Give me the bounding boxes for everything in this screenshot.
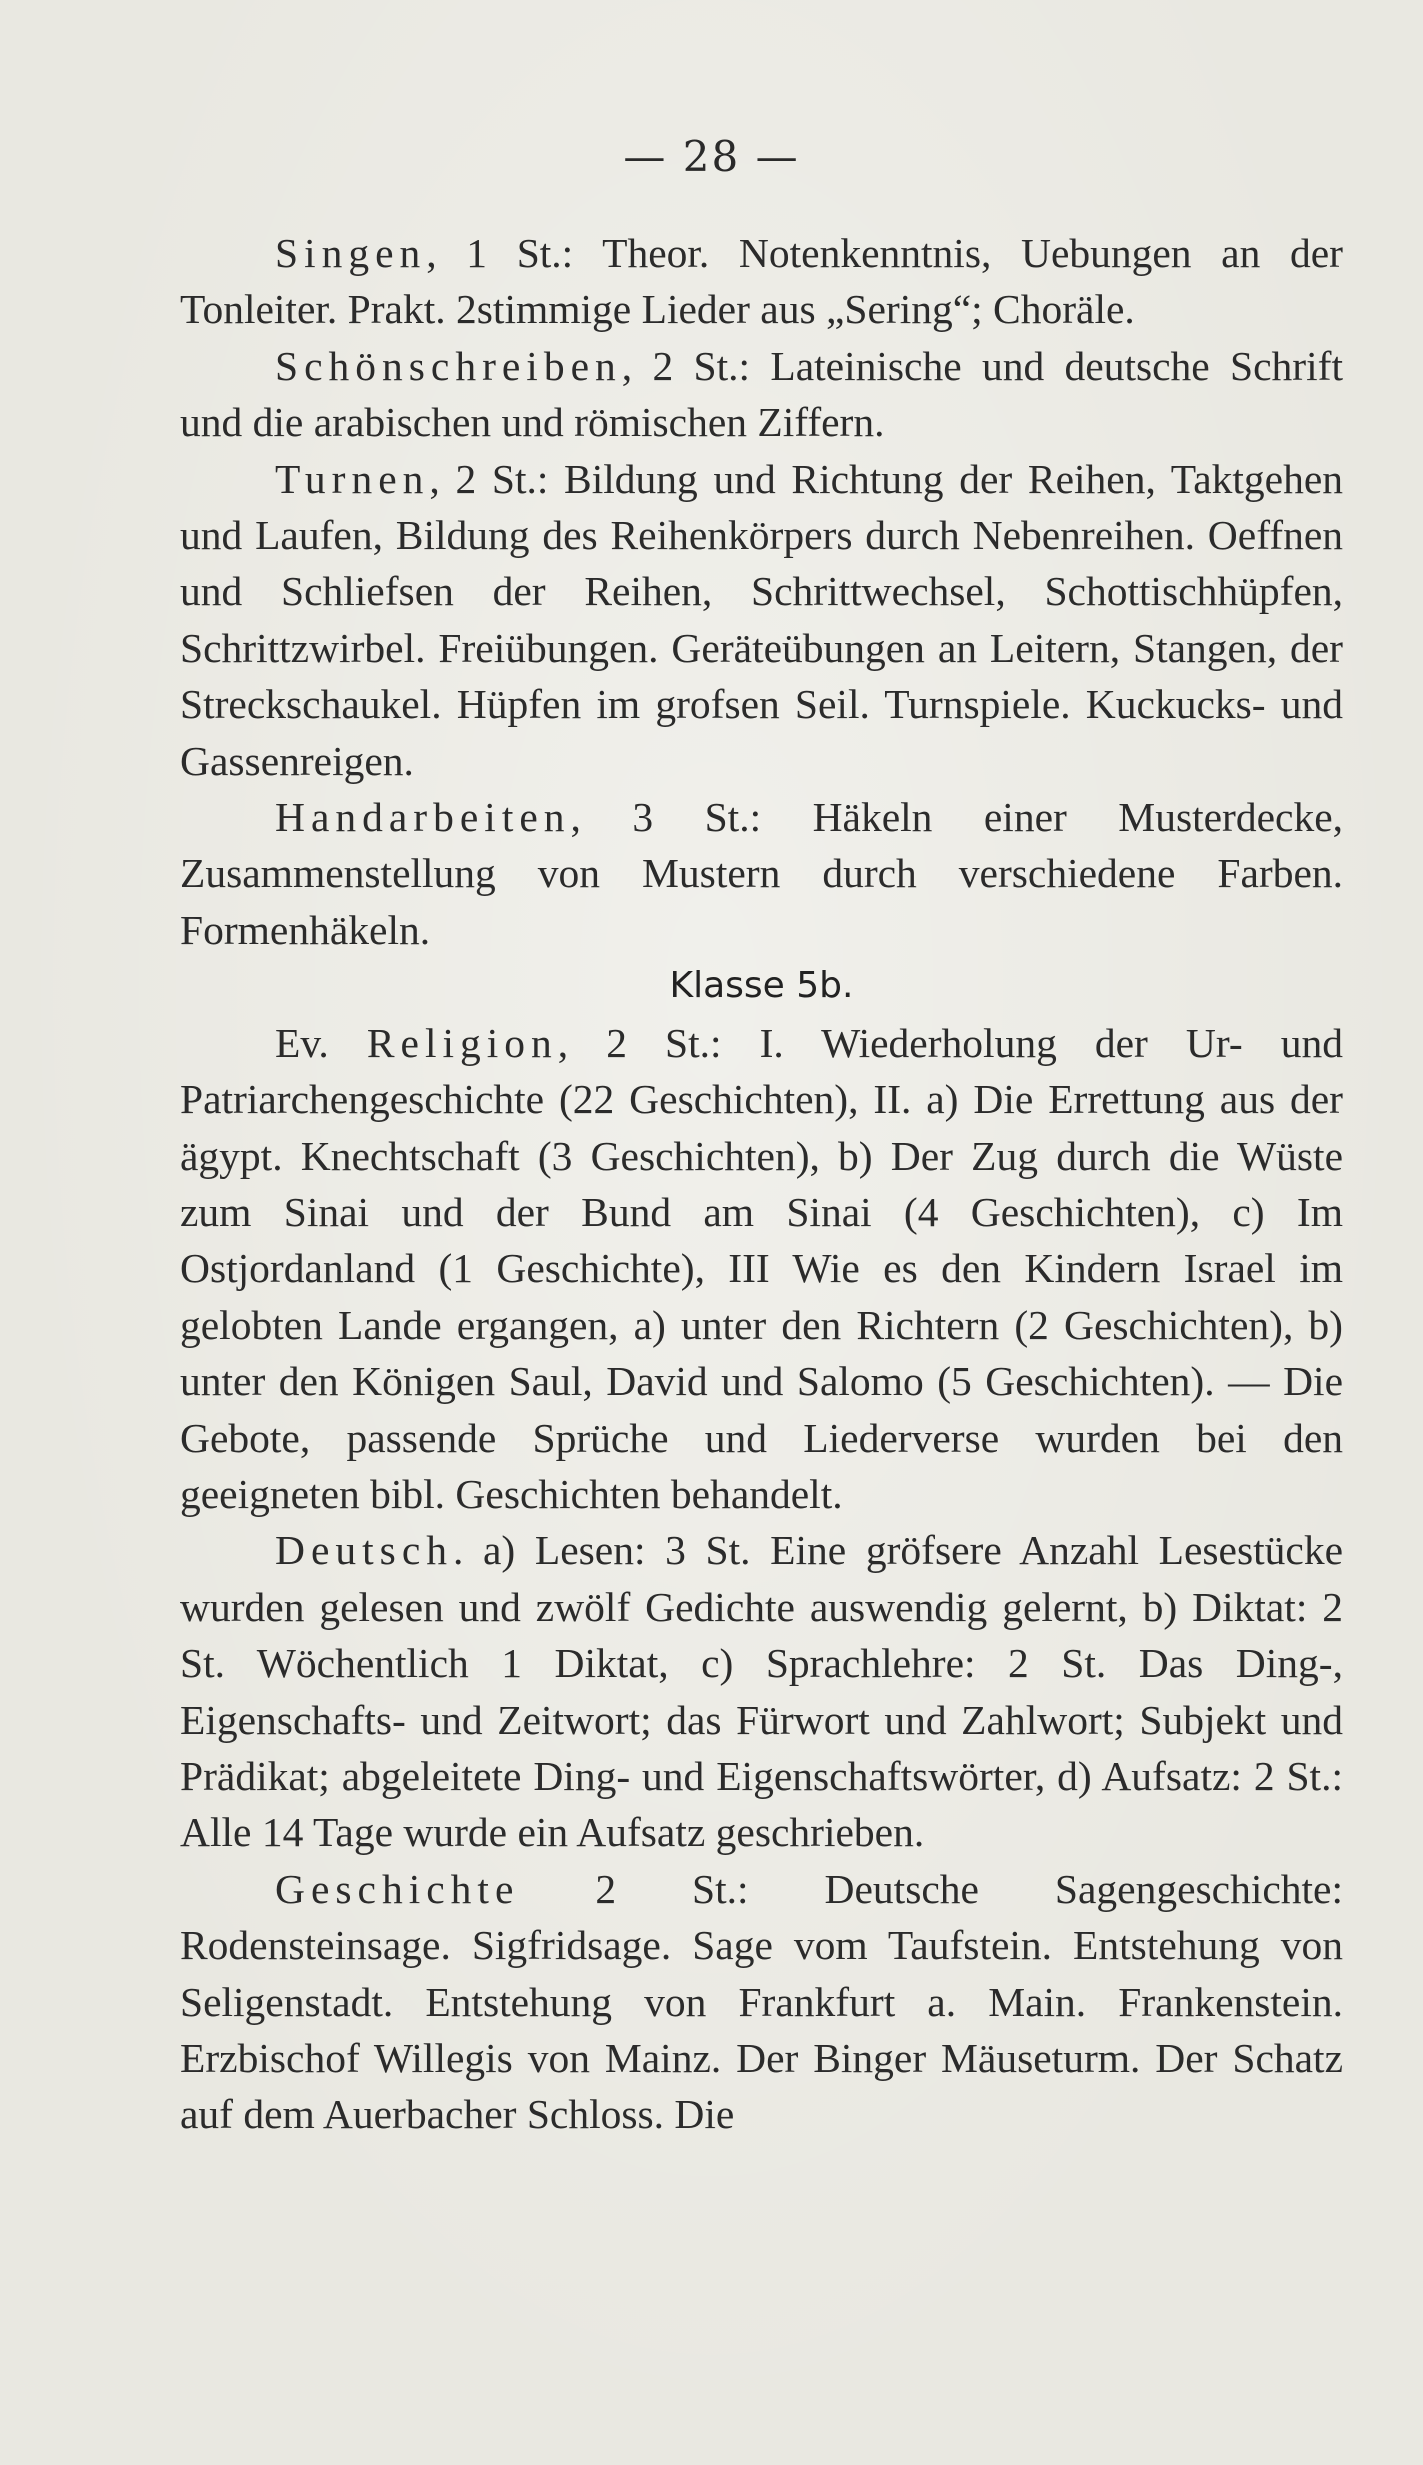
paragraph-text: , 2 St.: I. Wiederholung der Ur- und Patriarchengeschichte (22 Geschichten), II. a) Die Errettung aus der ägypt. Knechtschaft (3 Geschichten), b) Der Zug durch die Wüste zum Sinai und der Bund am Sinai (4 Geschichten), c) Im Ostjordanland (1 Geschichte), III Wie es den Kindern Israel im gelobten Lande ergangen, a) unter den Richtern (2 Geschichten), b) unter den Königen Saul, David und Salomo (5 Geschichten). — Die Gebote, passende Sprüche und Liederverse wurden bei den geeigneten bibl. Geschichten behandelt.	[180, 1019, 1343, 1517]
paragraph-religion	[180, 1015, 1343, 1523]
paragraph-geschichte	[180, 1861, 1343, 2143]
paragraph-text: , 2 St.: Bildung und Richtung der Reihen, Taktgehen und Laufen, Bildung des Reihenkörpers durch Nebenreihen. Oeffnen und Schliefsen der Reihen, Schrittwechsel, Schottischhüpfen, Schrittzwirbel. Freiübungen. Geräteübungen an Leitern, Stangen, der Streckschaukel. Hüpfen im grofsen Seil. Turnspiele. Kuckucks- und Gassenreigen.	[180, 455, 1343, 784]
paragraph-turnen	[180, 451, 1343, 789]
paragraph-singen	[180, 225, 1343, 338]
subject-prefix: Ev.	[275, 1019, 367, 1066]
paragraph-handarbeiten	[180, 789, 1343, 958]
subject-lead: Turnen	[275, 455, 430, 502]
subject-lead: Deutsch	[275, 1527, 453, 1574]
paragraph-text: 2 St.: Deutsche Sagengeschichte: Rodensteinsage. Sigfridsage. Sage vom Taufstein. Entstehung von Seligenstadt. Entstehung von Frankfurt a. Main. Frankenstein. Erzbischof Willegis von Mainz. Der Binger Mäuseturm. Der Schatz auf dem Auerbacher Schloss. Die	[180, 1865, 1343, 2138]
subject-lead: Handarbeiten	[275, 794, 571, 841]
paragraph-schoenschreiben	[180, 338, 1343, 451]
subject-lead: Religion	[366, 1019, 558, 1066]
page-number: — 28 —	[623, 132, 800, 181]
paragraph-text: . a) Lesen: 3 St. Eine gröfsere Anzahl Lesestücke wurden gelesen und zwölf Gedichte auswendig gelernt, b) Diktat: 2 St. Wöchentlich 1 Diktat, c) Sprachlehre: 2 St. Das Ding-, Eigenschafts- und Zeitwort; das Fürwort und Zahlwort; Subjekt und Prädikat; abgeleitete Ding- und Eigenschaftswörter, d) Aufsatz: 2 St.: Alle 14 Tage wurde ein Aufsatz geschrieben.	[180, 1527, 1343, 1856]
subject-lead: Geschichte	[275, 1865, 520, 1912]
paragraph-text: , 2 St.: Lateinische und deutsche Schrift und die arabischen und römischen Ziffern.	[180, 342, 1343, 446]
paragraph-text: , 3 St.: Häkeln einer Musterdecke, Zusammenstellung von Mustern durch verschiedene Farben. Formenhäkeln.	[180, 794, 1343, 953]
paragraph-deutsch	[180, 1522, 1343, 1860]
section-heading: Klasse 5b.	[669, 965, 854, 1007]
subject-lead: Schönschreiben	[275, 342, 622, 389]
subject-lead: Singen	[275, 230, 427, 276]
page-body	[180, 225, 1343, 2143]
paragraph-text: , 1 St.: Theor. Notenkenntnis, Uebungen an der Tonleiter. Prakt. 2stimmige Lieder aus „Sering“; Choräle.	[180, 230, 1343, 333]
